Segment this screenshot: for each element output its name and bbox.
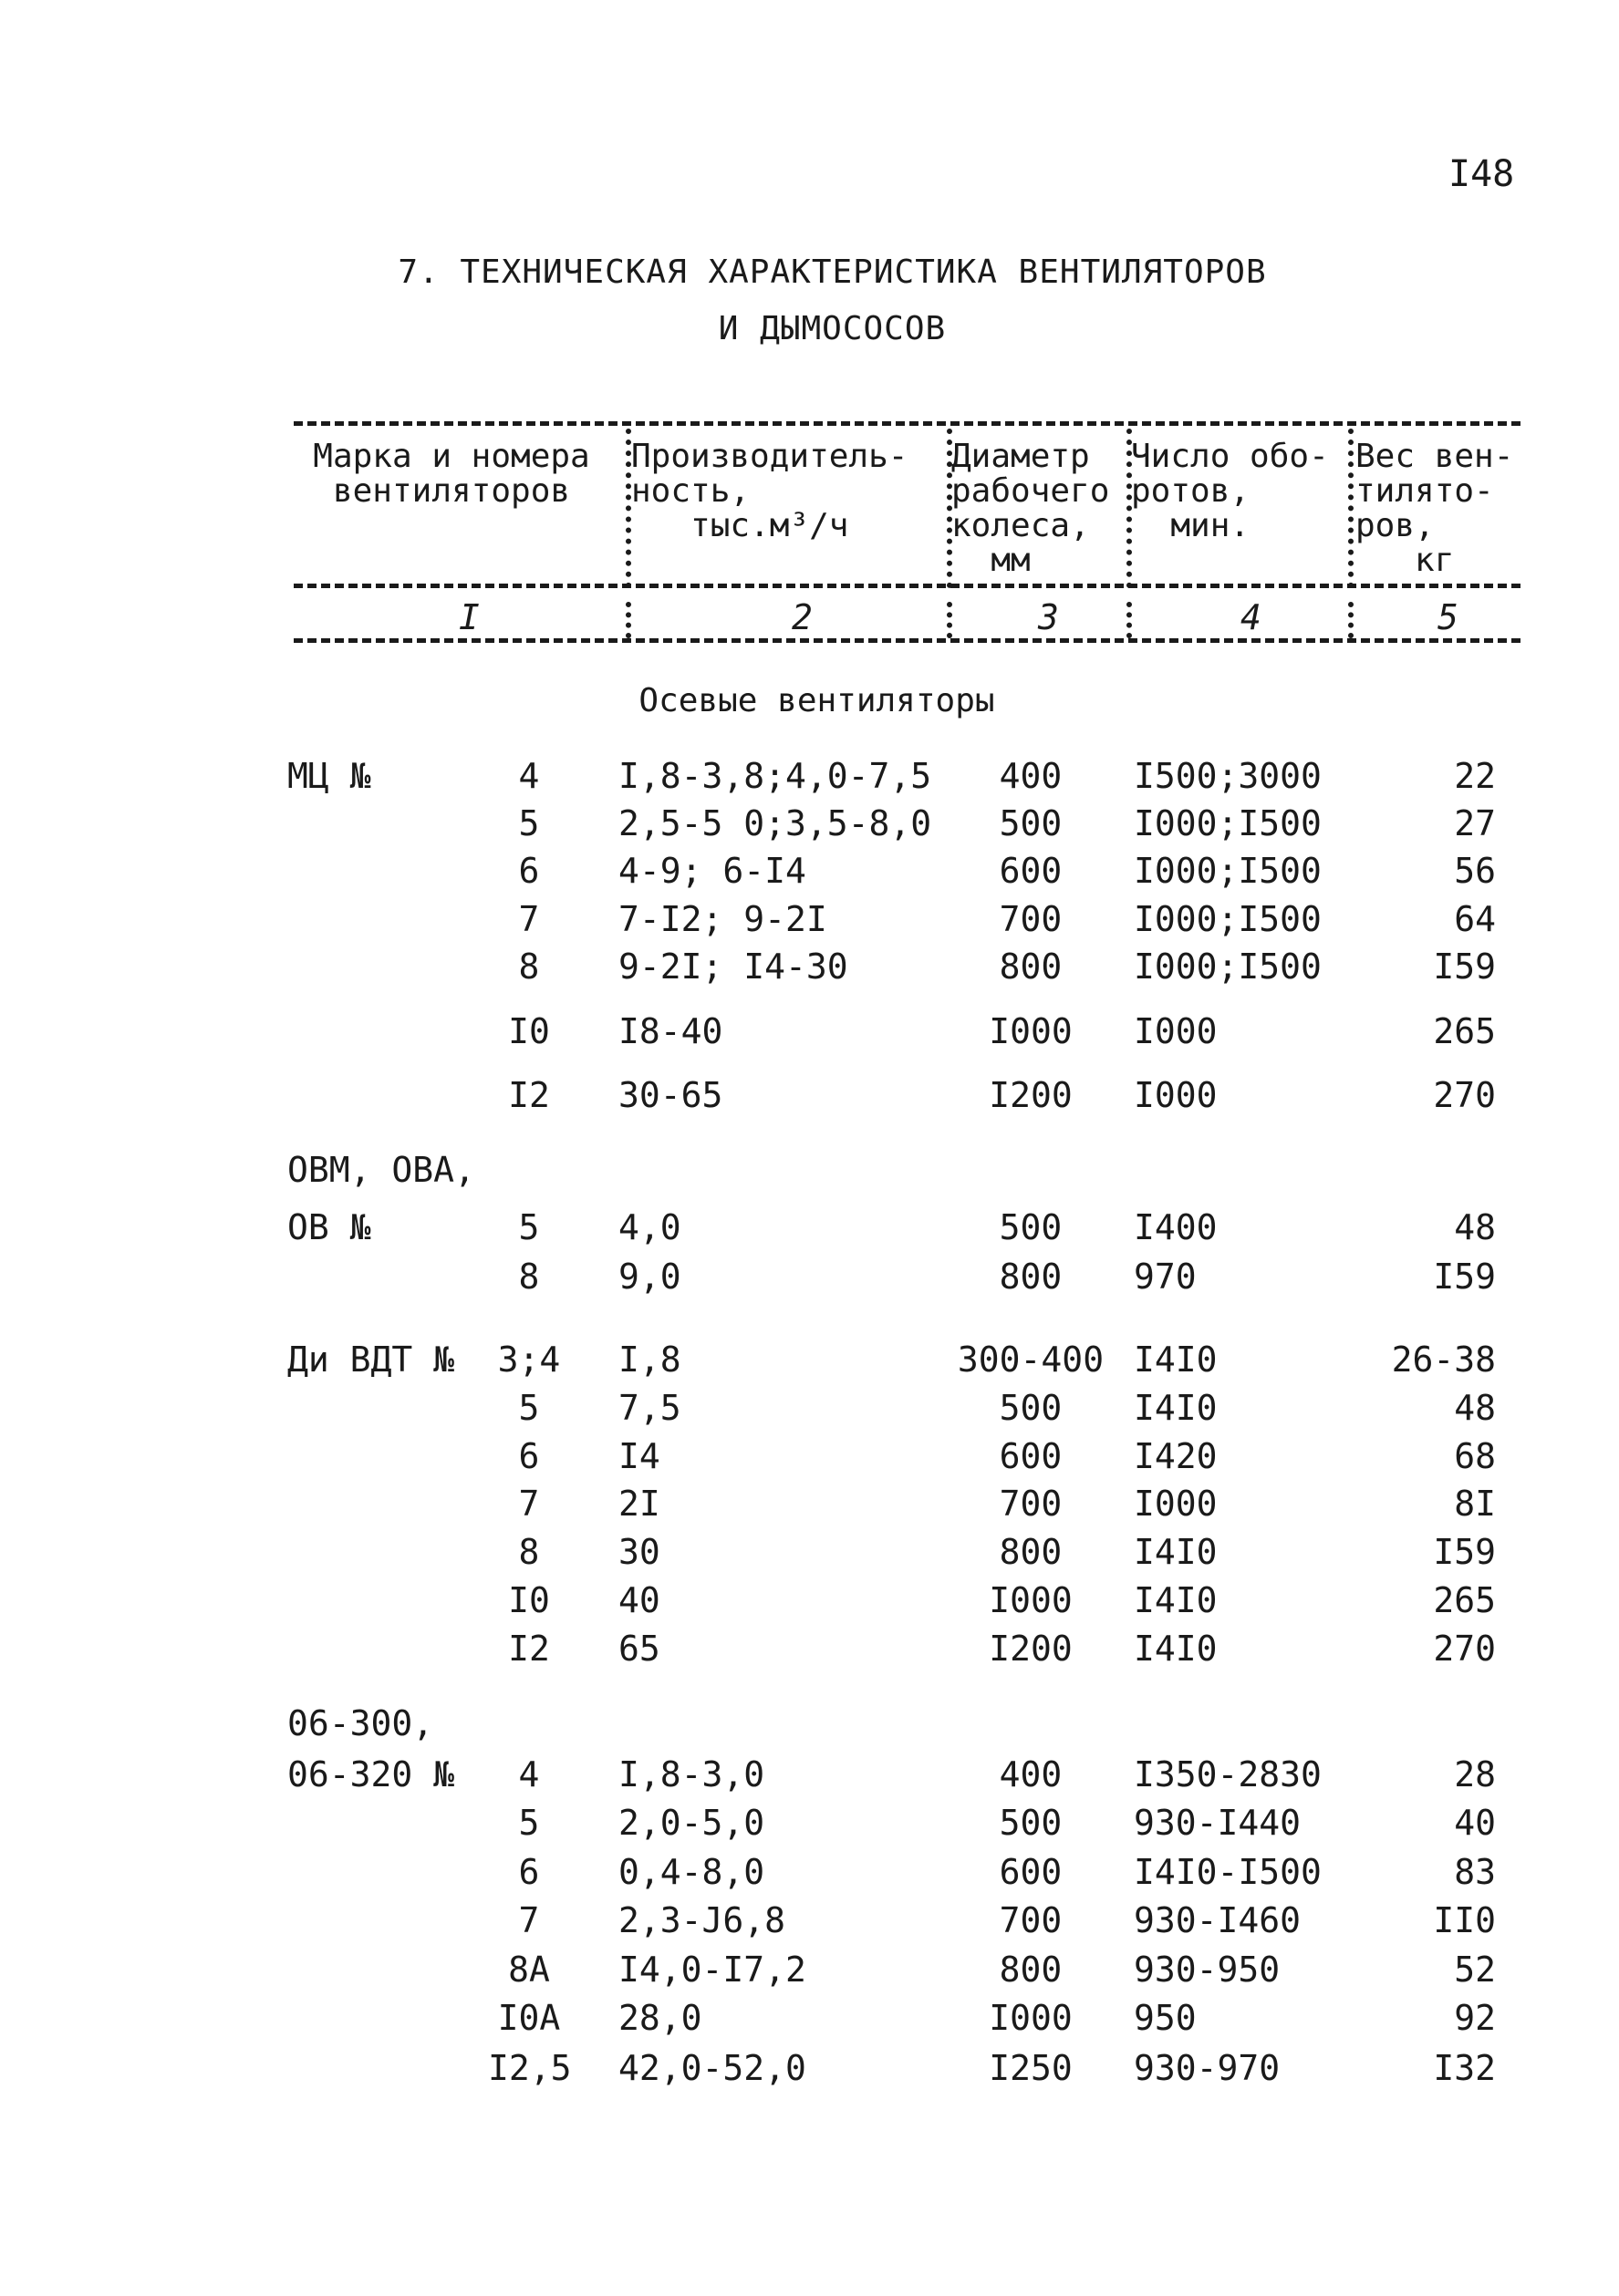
row-diameter: 500: [999, 1388, 1063, 1428]
row-productivity: 9,0: [618, 1257, 681, 1297]
row-productivity: 40: [618, 1580, 660, 1620]
row-rpm: 930-I460: [1134, 1900, 1302, 1940]
row-diameter: I000: [989, 1580, 1073, 1620]
row-weight: 22: [1454, 756, 1496, 796]
header-cell-rpm: Число обо- ротов, мин.: [1131, 438, 1329, 545]
header-cell-diameter: Диаметр рабочего колеса, мм: [951, 438, 1110, 580]
row-rpm: I4I0: [1134, 1339, 1218, 1380]
row-rpm: I420: [1134, 1436, 1218, 1476]
row-diameter: 500: [999, 1803, 1063, 1843]
row-weight: 48: [1454, 1388, 1496, 1428]
row-rpm: I4I0: [1134, 1629, 1218, 1669]
row-number: 6: [518, 851, 540, 891]
row-number: I0: [508, 1580, 550, 1620]
row-rpm: I000: [1134, 1484, 1218, 1524]
row-number: 7: [518, 1484, 540, 1524]
row-diameter: 700: [999, 899, 1063, 939]
row-productivity: 7,5: [618, 1388, 681, 1428]
row-rpm: 930-I440: [1134, 1803, 1302, 1843]
row-diameter: I200: [989, 1629, 1073, 1669]
row-number: 8А: [508, 1950, 550, 1990]
row-rpm: I4I0: [1134, 1580, 1218, 1620]
row-weight: 270: [1433, 1629, 1496, 1669]
column-number: 3: [1038, 597, 1059, 637]
row-number: 6: [518, 1852, 540, 1892]
row-weight: 64: [1454, 899, 1496, 939]
row-number: 5: [518, 1803, 540, 1843]
row-number: 6: [518, 1436, 540, 1476]
row-diameter: 700: [999, 1900, 1063, 1940]
row-number: 8: [518, 1532, 540, 1572]
row-weight: 83: [1454, 1852, 1496, 1892]
column-number: 5: [1437, 597, 1458, 637]
row-productivity: I8-40: [618, 1011, 723, 1051]
row-mark: ОВМ, ОВА,: [287, 1150, 475, 1190]
row-number: 8: [518, 946, 540, 987]
row-diameter: 700: [999, 1484, 1063, 1524]
row-productivity: 30: [618, 1532, 660, 1572]
row-diameter: 800: [999, 1257, 1063, 1297]
row-productivity: I4: [618, 1436, 660, 1476]
row-diameter: 300-400: [957, 1339, 1105, 1380]
row-productivity: I,8-3,8;4,0-7,5: [618, 756, 932, 796]
row-mark: МЦ №: [287, 756, 371, 796]
row-number: I0: [508, 1011, 550, 1051]
row-weight: 56: [1454, 851, 1496, 891]
column-number: 4: [1240, 597, 1261, 637]
row-mark: ОВ №: [287, 1207, 371, 1247]
row-productivity: 30-65: [618, 1075, 723, 1115]
row-number: 5: [518, 1207, 540, 1247]
row-number: 5: [518, 1388, 540, 1428]
row-weight: 28: [1454, 1754, 1496, 1794]
row-diameter: I000: [989, 1998, 1073, 2038]
header-cell-weight: Вес вен- тилято- ров, кг: [1355, 438, 1514, 580]
row-weight: I59: [1433, 946, 1496, 987]
row-number: 8: [518, 1257, 540, 1297]
page-title: 7. ТЕХНИЧЕСКАЯ ХАРАКТЕРИСТИКА ВЕНТИЛЯТОРОВ: [398, 253, 1267, 291]
row-productivity: 2,0-5,0: [618, 1803, 765, 1843]
row-number: 4: [518, 756, 540, 796]
row-number: 7: [518, 1900, 540, 1940]
row-weight: 265: [1433, 1580, 1496, 1620]
row-productivity: I,8: [618, 1339, 681, 1380]
row-diameter: 600: [999, 1436, 1063, 1476]
row-number: 3;4: [497, 1339, 561, 1380]
row-rpm: I350-2830: [1134, 1754, 1322, 1794]
row-mark: 06-300,: [287, 1703, 434, 1743]
row-diameter: 800: [999, 1950, 1063, 1990]
row-mark: Ди ВДТ №: [287, 1339, 455, 1380]
row-productivity: 7-I2; 9-2I: [618, 899, 827, 939]
row-weight: 265: [1433, 1011, 1496, 1051]
page-number: I48: [1448, 153, 1515, 195]
row-diameter: I200: [989, 1075, 1073, 1115]
header-cell-productivity: Производитель- ность, тыс.м³/ч: [631, 438, 908, 545]
row-number: I0А: [497, 1998, 561, 2038]
row-productivity: 9-2I; I4-30: [618, 946, 848, 987]
row-rpm: I000;I500: [1134, 946, 1322, 987]
row-diameter: I000: [989, 1011, 1073, 1051]
row-rpm: 970: [1134, 1257, 1197, 1297]
row-diameter: 800: [999, 946, 1063, 987]
row-diameter: 500: [999, 1207, 1063, 1247]
row-weight: 40: [1454, 1803, 1496, 1843]
row-rpm: I000;I500: [1134, 899, 1322, 939]
row-mark: 06-320 №: [287, 1754, 455, 1794]
row-rpm: I000;I500: [1134, 803, 1322, 843]
row-rpm: I4I0: [1134, 1388, 1218, 1428]
row-diameter: 500: [999, 803, 1063, 843]
row-productivity: 2I: [618, 1484, 660, 1524]
row-weight: 68: [1454, 1436, 1496, 1476]
row-number: 5: [518, 803, 540, 843]
row-weight: II0: [1433, 1900, 1496, 1940]
row-weight: 26-38: [1391, 1339, 1496, 1380]
column-number: 2: [792, 597, 813, 637]
row-weight: 27: [1454, 803, 1496, 843]
row-diameter: 800: [999, 1532, 1063, 1572]
row-rpm: I400: [1134, 1207, 1218, 1247]
row-number: I2: [508, 1075, 550, 1115]
row-rpm: I500;3000: [1134, 756, 1322, 796]
row-productivity: 4,0: [618, 1207, 681, 1247]
row-weight: I59: [1433, 1532, 1496, 1572]
row-rpm: I4I0-I500: [1134, 1852, 1322, 1892]
row-productivity: I4,0-I7,2: [618, 1950, 806, 1990]
page-title-continued: И ДЫМОСОСОВ: [718, 310, 947, 347]
row-weight: 270: [1433, 1075, 1496, 1115]
row-weight: 8I: [1454, 1484, 1496, 1524]
row-weight: 52: [1454, 1950, 1496, 1990]
row-productivity: 42,0-52,0: [618, 2048, 806, 2088]
row-rpm: 930-950: [1134, 1950, 1281, 1990]
row-weight: 92: [1454, 1998, 1496, 2038]
row-productivity: 0,4-8,0: [618, 1852, 765, 1892]
row-number: 4: [518, 1754, 540, 1794]
row-rpm: I000: [1134, 1011, 1218, 1051]
row-productivity: 2,3-J6,8: [618, 1900, 786, 1940]
row-rpm: I000: [1134, 1075, 1218, 1115]
row-rpm: 950: [1134, 1998, 1197, 2038]
row-productivity: I,8-3,0: [618, 1754, 765, 1794]
row-productivity: 4-9; 6-I4: [618, 851, 806, 891]
row-weight: I59: [1433, 1257, 1496, 1297]
row-number: 7: [518, 899, 540, 939]
row-diameter: I250: [989, 2048, 1073, 2088]
row-diameter: 600: [999, 1852, 1063, 1892]
row-weight: 48: [1454, 1207, 1496, 1247]
row-diameter: 600: [999, 851, 1063, 891]
row-productivity: 2,5-5 0;3,5-8,0: [618, 803, 932, 843]
row-productivity: 65: [618, 1629, 660, 1669]
row-productivity: 28,0: [618, 1998, 702, 2038]
row-rpm: 930-970: [1134, 2048, 1281, 2088]
header-cell-mark: Марка и номера вентиляторов: [313, 438, 590, 511]
row-number: I2,5: [488, 2048, 572, 2088]
row-rpm: I000;I500: [1134, 851, 1322, 891]
row-diameter: 400: [999, 1754, 1063, 1794]
column-number: I: [459, 597, 480, 637]
row-weight: I32: [1433, 2048, 1496, 2088]
row-diameter: 400: [999, 756, 1063, 796]
section-title: Осевые вентиляторы: [638, 682, 995, 719]
row-rpm: I4I0: [1134, 1532, 1218, 1572]
row-number: I2: [508, 1629, 550, 1669]
